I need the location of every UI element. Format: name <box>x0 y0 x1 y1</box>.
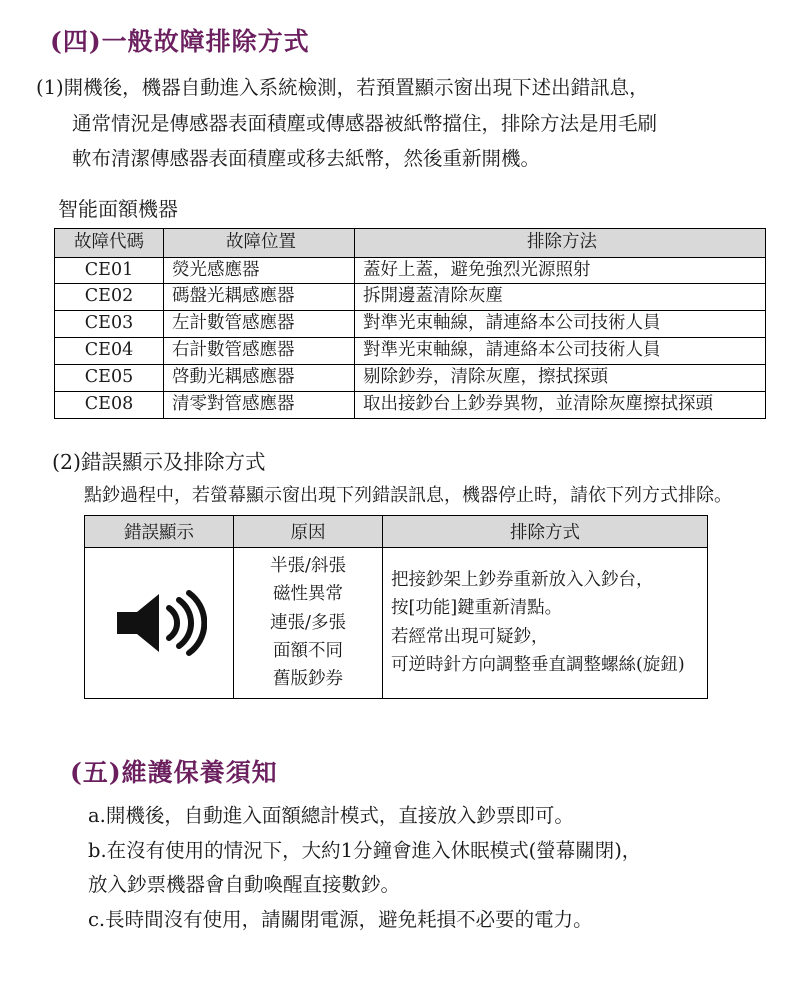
cause-line: 連張/多張 <box>270 612 346 633</box>
cell-position: 啓動光耦感應器 <box>164 365 355 392</box>
table-row <box>55 338 766 365</box>
list-item <box>88 903 772 937</box>
cause-line: 磁性異常 <box>273 584 343 605</box>
table-row <box>55 365 766 392</box>
section-heading-four: (四)一般故障排除方式 <box>50 27 310 56</box>
cell-code: CE03 <box>55 311 164 338</box>
cell-code: CE08 <box>55 391 164 418</box>
cell-code: CE01 <box>55 257 164 284</box>
column-header-solution: 排除方法 <box>355 228 766 257</box>
error-display-cell <box>85 547 234 698</box>
speaker-alarm-icon <box>85 588 233 658</box>
table-header-row <box>55 228 766 257</box>
table-header-row <box>85 515 708 547</box>
fix-line: 可逆時針方向調整垂直調整螺絲(旋鈕) <box>391 655 685 676</box>
section-heading-five: (五)維護保養須知 <box>70 757 278 787</box>
fix-line: 若經常出現可疑鈔， <box>391 626 549 647</box>
column-header-fix: 排除方式 <box>383 515 708 547</box>
cause-line: 半張/斜張 <box>270 555 346 576</box>
fault-code-table-wrapper <box>54 228 766 419</box>
table-row <box>55 257 766 284</box>
cause-line: 面額不同 <box>273 640 343 661</box>
fix-line: 按[功能]鍵重新清點。 <box>391 598 563 619</box>
subsection-2-note: 點鈔過程中，若螢幕顯示窗出現下列錯誤訊息，機器停止時，請依下列方式排除。 <box>84 484 732 506</box>
cell-position: 清零對管感應器 <box>164 391 355 418</box>
table-1-title: 智能面額機器 <box>58 196 178 221</box>
table-row <box>55 391 766 418</box>
cell-code: CE05 <box>55 365 164 392</box>
column-header-position: 故障位置 <box>164 228 355 257</box>
table-row <box>85 547 708 698</box>
fix-cell <box>383 547 708 698</box>
list-item-line: a.開機後，自動進入面額總計模式，直接放入鈔票即可。 <box>88 803 574 827</box>
column-header-cause: 原因 <box>234 515 383 547</box>
paragraph-1-line-1: (1)開機後，機器自動進入系統檢測，若預置顯示窗出現下述出錯訊息， <box>36 76 649 99</box>
table-row <box>55 311 766 338</box>
column-header-error-display: 錯誤顯示 <box>85 515 234 547</box>
cell-position: 熒光感應器 <box>164 257 355 284</box>
cell-solution: 剔除鈔券，清除灰塵，擦拭探頭 <box>355 365 766 392</box>
column-header-code: 故障代碼 <box>55 228 164 257</box>
list-item-line: 放入鈔票機器會自動喚醒直接數鈔。 <box>88 872 401 896</box>
table-row <box>55 284 766 311</box>
cell-code: CE02 <box>55 284 164 311</box>
cell-solution: 拆開邊蓋清除灰塵 <box>355 284 766 311</box>
cell-position: 碼盤光耦感應器 <box>164 284 355 311</box>
error-display-table-wrapper <box>84 515 708 699</box>
fix-line: 把接鈔架上鈔券重新放入入鈔台， <box>391 570 654 591</box>
cell-code: CE04 <box>55 338 164 365</box>
cell-solution: 取出接鈔台上鈔券異物，並清除灰塵擦拭探頭 <box>355 391 766 418</box>
paragraph-1-line-3: 軟布清潔傳感器表面積塵或移去紙幣，然後重新開機。 <box>72 147 541 171</box>
cell-solution: 對準光束軸線，請連絡本公司技術人員 <box>355 338 766 365</box>
cause-line: 舊版鈔券 <box>273 669 343 690</box>
subsection-2-title: (2)錯誤顯示及排除方式 <box>52 449 266 474</box>
cell-solution: 蓋好上蓋，避免強烈光源照射 <box>355 257 766 284</box>
list-item <box>88 799 772 833</box>
fault-code-table <box>54 228 766 419</box>
list-item-line: b.在沒有使用的情況下，大約1分鐘會進入休眠模式(螢幕關閉)， <box>88 839 642 863</box>
cause-cell <box>234 547 383 698</box>
list-item-line: c.長時間沒有使用，請關閉電源，避免耗損不必要的電力。 <box>88 908 593 932</box>
cell-position: 右計數管感應器 <box>164 338 355 365</box>
cell-position: 左計數管感應器 <box>164 311 355 338</box>
cell-solution: 對準光束軸線，請連絡本公司技術人員 <box>355 311 766 338</box>
list-item <box>88 834 772 901</box>
maintenance-list <box>88 799 772 937</box>
paragraph-1-line-2: 通常情況是傳感器表面積塵或傳感器被紙幣擋住，排除方法是用毛刷 <box>72 111 658 135</box>
section-spacer <box>28 699 772 753</box>
error-display-table <box>84 515 708 699</box>
